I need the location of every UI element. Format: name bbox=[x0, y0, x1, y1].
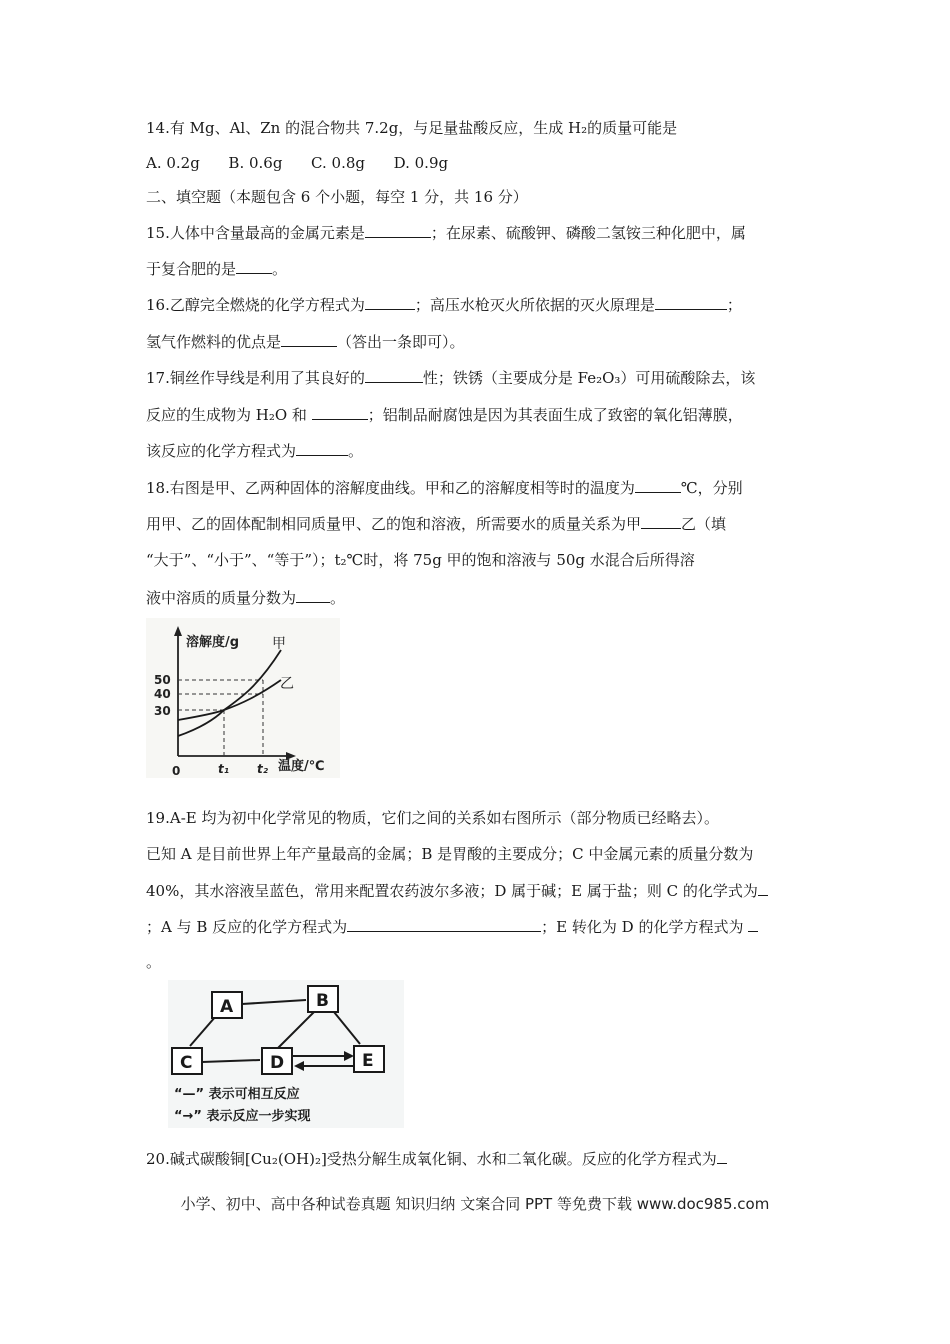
q19-line4: ；A 与 B 反应的化学方程式为 ；E 转化为 D 的化学方程式为 bbox=[146, 916, 816, 937]
q17-line2: 反应的生成物为 H₂O 和 ；铝制品耐腐蚀是因为其表面生成了致密的氧化铝薄膜， bbox=[146, 406, 743, 424]
y-tick-40: 40 bbox=[154, 687, 171, 701]
answer-blank[interactable] bbox=[365, 367, 423, 383]
q17-line3: 该反应的化学方程式为 。 bbox=[146, 442, 364, 460]
q14-options: A. 0.2g B. 0.6g C. 0.8g D. 0.9g bbox=[146, 154, 449, 172]
y-tick-30: 30 bbox=[154, 704, 171, 718]
q17-line1: 17.铜丝作导线是利用了其良好的 性；铁锈（主要成分是 Fe₂O₃）可用硫酸除去，该 bbox=[146, 369, 756, 387]
q18-line1: 18.右图是甲、乙两种固体的溶解度曲线。甲和乙的溶解度相等时的温度为 ℃，分别 bbox=[146, 479, 743, 497]
answer-blank[interactable] bbox=[717, 1148, 727, 1164]
x-tick-t2: t₂ bbox=[257, 762, 268, 776]
q18-line3: “大于”、“小于”、“等于”）；t₂℃时，将 75g 甲的饱和溶液与 50g 水混合后所得溶 bbox=[146, 551, 695, 569]
q14-stem: 14.有 Mg、Al、Zn 的混合物共 7.2g，与足量盐酸反应，生成 H₂的质量可能是 bbox=[146, 119, 678, 137]
series-label-jia: 甲 bbox=[272, 636, 286, 652]
q15-line2: 于复合肥的是 。 bbox=[146, 260, 288, 278]
section-heading: 二、填空题（本题包含 6 个小题，每空 1 分，共 16 分） bbox=[146, 188, 528, 206]
answer-blank[interactable] bbox=[365, 222, 431, 238]
answer-blank[interactable] bbox=[347, 916, 541, 932]
answer-blank[interactable] bbox=[635, 477, 681, 493]
solubility-chart bbox=[146, 618, 340, 778]
page-footer: 小学、初中、高中各种试卷真题 知识归纳 文案合同 PPT 等免费下载 www.doc985.com bbox=[180, 1195, 770, 1213]
q18-line2: 用甲、乙的固体配制相同质量甲、乙的饱和溶液，所需要水的质量关系为甲 乙（填 bbox=[146, 515, 727, 533]
x-tick-t1: t₁ bbox=[218, 762, 229, 776]
origin-label: 0 bbox=[172, 764, 181, 778]
q19-line1: 19.A-E 均为初中化学常见的物质，它们之间的关系如右图所示（部分物质已经略去）。 bbox=[146, 809, 719, 827]
series-label-yi: 乙 bbox=[280, 676, 294, 692]
answer-blank[interactable] bbox=[748, 916, 758, 932]
legend-react: “—” 表示可相互反应 bbox=[174, 1087, 300, 1102]
legend-convert: “→” 表示反应一步实现 bbox=[174, 1109, 311, 1124]
answer-blank[interactable] bbox=[281, 331, 337, 347]
answer-blank[interactable] bbox=[236, 258, 272, 274]
node-d: D bbox=[270, 1053, 285, 1073]
q19-line3: 40%，其水溶液呈蓝色，常用来配置农药波尔多液；D 属于碱；E 属于盐；则 C 的化学式为 bbox=[146, 880, 816, 901]
node-c: C bbox=[180, 1053, 193, 1073]
q19-line5: 。 bbox=[146, 953, 162, 971]
answer-blank[interactable] bbox=[312, 404, 368, 420]
q15-line1: 15.人体中含量最高的金属元素是 ；在尿素、硫酸钾、磷酸二氢铵三种化肥中，属 bbox=[146, 224, 746, 242]
q18-line4: 液中溶质的质量分数为 。 bbox=[146, 589, 346, 607]
node-a: A bbox=[220, 997, 234, 1017]
y-axis-label: 溶解度/g bbox=[186, 635, 240, 650]
q16-line2: 氢气作燃料的优点是 （答出一条即可）。 bbox=[146, 333, 465, 351]
q16-line1: 16.乙醇完全燃烧的化学方程式为 ；高压水枪灭火所依据的灭火原理是 ； bbox=[146, 296, 742, 314]
node-b: B bbox=[316, 991, 329, 1011]
answer-blank[interactable] bbox=[296, 440, 348, 456]
answer-blank[interactable] bbox=[655, 294, 727, 310]
answer-blank[interactable] bbox=[296, 587, 330, 603]
q19-line2: 已知 A 是目前世界上年产量最高的金属；B 是胃酸的主要成分；C 中金属元素的质量分数为 bbox=[146, 845, 754, 863]
answer-blank[interactable] bbox=[365, 294, 415, 310]
answer-blank[interactable] bbox=[758, 880, 768, 896]
node-e: E bbox=[362, 1051, 374, 1071]
q20-line1: 20.碱式碳酸铜[Cu₂(OH)₂]受热分解生成氧化铜、水和二氧化碳。反应的化学方程式为 bbox=[146, 1148, 816, 1169]
relationship-diagram bbox=[168, 980, 404, 1128]
x-axis-label: 温度/℃ bbox=[278, 759, 325, 774]
y-tick-50: 50 bbox=[154, 673, 171, 687]
answer-blank[interactable] bbox=[641, 513, 681, 529]
